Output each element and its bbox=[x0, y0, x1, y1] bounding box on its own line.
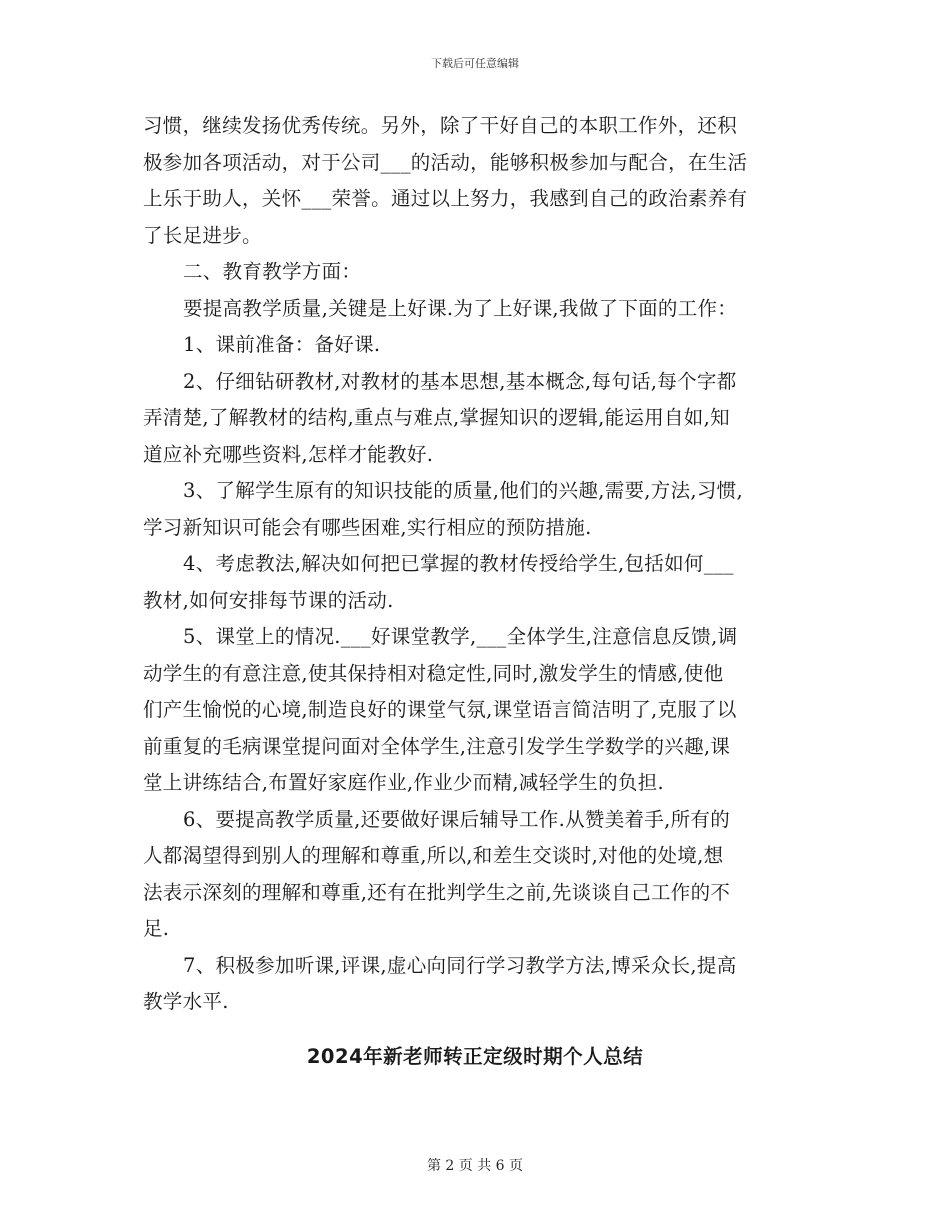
text-line: 学习新知识可能会有哪些困难,实行相应的预防措施. bbox=[143, 515, 592, 539]
text-line: 上乐于助人，关怀___荣誉。通过以上努力，我感到自己的政治素养有 bbox=[143, 187, 748, 210]
text-line: 们产生愉悦的心境,制造良好的课堂气氛,课堂语言简洁明了,克服了以 bbox=[143, 698, 737, 721]
text-line: 教材,如何安排每节课的活动. bbox=[143, 588, 394, 612]
list-item-3 bbox=[143, 473, 811, 546]
text-line: 极参加各项活动，对于公司___的活动，能够积极参加与配合，在生活 bbox=[143, 150, 748, 174]
text-line: 人都渴望得到别人的理解和尊重,所以,和差生交谈时,对他的处境,想 bbox=[143, 844, 724, 867]
text-line: 7、积极参加听课,评课,虚心向同行学习教学方法,博采众长,提高 bbox=[183, 953, 737, 977]
text-line: 了长足进步。 bbox=[143, 223, 262, 247]
text-line: 道应补充哪些资料,怎样才能教好. bbox=[143, 442, 434, 466]
list-item-6 bbox=[143, 802, 811, 948]
section-heading-teaching: 二、教育教学方面： bbox=[183, 260, 362, 283]
text-line: 动学生的有意注意,使其保持相对稳定性,同时,激发学生的情感,使他 bbox=[143, 661, 724, 685]
text-line: 堂上讲练结合,布置好家庭作业,作业少而精,减轻学生的负担. bbox=[143, 771, 664, 794]
text-line: 4、考虑教法,解决如何把已掌握的教材传授给学生,包括如何___ bbox=[183, 552, 734, 575]
document-body bbox=[143, 108, 811, 1021]
paragraph-intro: 要提高教学质量,关键是上好课.为了上好课,我做了下面的工作： bbox=[183, 296, 738, 320]
page-number: 第 2 页 共 6 页 bbox=[426, 1158, 524, 1174]
list-item-1: 1、课前准备：备好课. bbox=[183, 333, 381, 356]
paragraph-political bbox=[143, 108, 811, 254]
text-line: 3、了解学生原有的知识技能的质量,他们的兴趣,需要,方法,习惯, bbox=[183, 479, 743, 502]
text-line: 前重复的毛病课堂提问面对全体学生,注意引发学生学数学的兴趣,课 bbox=[143, 734, 731, 758]
header-note: 下载后可任意编辑 bbox=[431, 57, 519, 70]
list-item-4 bbox=[143, 546, 811, 619]
text-line: 足. bbox=[143, 917, 170, 940]
text-line: 习惯，继续发扬优秀传统。另外，除了干好自己的本职工作外，还积 bbox=[143, 114, 738, 137]
text-line: 法表示深刻的理解和尊重,还有在批判学生之前,先谈谈自己工作的不 bbox=[143, 880, 731, 904]
text-line: 6、要提高教学质量,还要做好课后辅导工作.从赞美着手,所有的 bbox=[183, 807, 731, 831]
text-line: 弄清楚,了解教材的结构,重点与难点,掌握知识的逻辑,能运用自如,知 bbox=[143, 406, 730, 429]
next-section-title: 2024年新老师转正定级时期个人总结 bbox=[306, 1045, 644, 1068]
text-line: 教学水平. bbox=[143, 990, 229, 1013]
list-item-5 bbox=[143, 619, 811, 802]
text-line: 2、仔细钻研教材,对教材的基本思想,基本概念,每句话,每个字都 bbox=[183, 369, 737, 393]
list-item-7 bbox=[143, 948, 811, 1021]
list-item-2 bbox=[143, 364, 811, 474]
text-line: 5、课堂上的情况.___好课堂教学,___全体学生,注意信息反馈,调 bbox=[183, 625, 738, 648]
